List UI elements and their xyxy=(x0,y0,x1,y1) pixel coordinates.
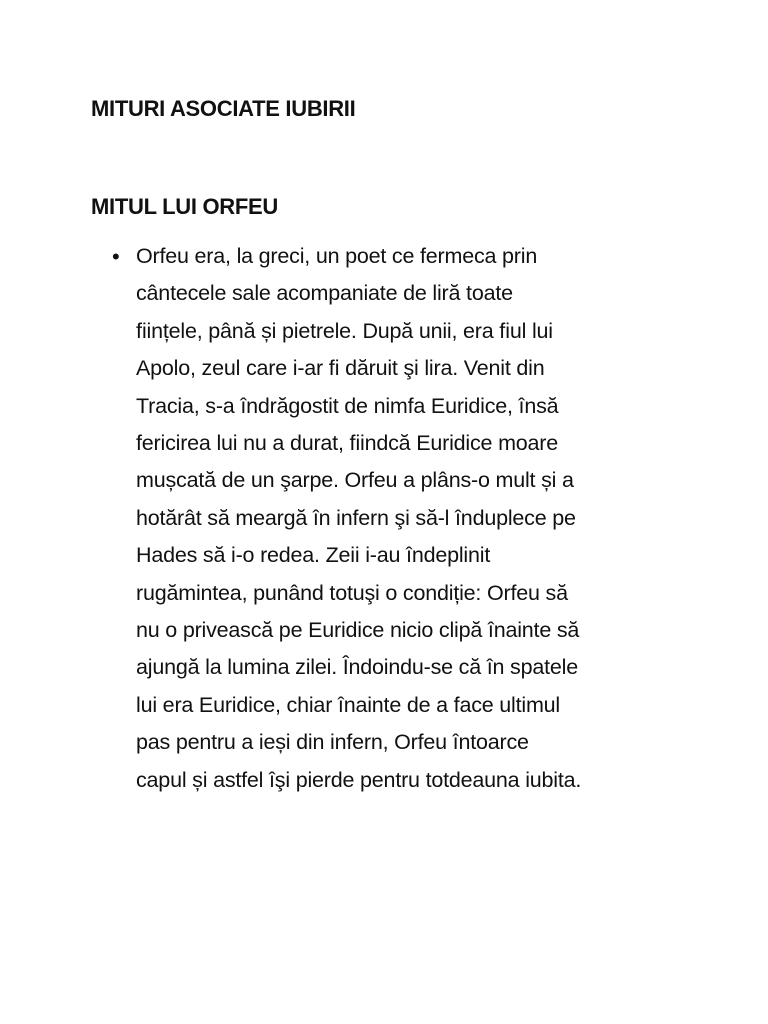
paragraph-line: ajungă la lumina zilei. Îndoindu-se că în spatele xyxy=(136,655,578,680)
paragraph-line: Tracia, s-a îndrăgostit de nimfa Euridice, însă xyxy=(136,393,559,418)
paragraph-line: cântecele sale acompaniate de liră toate xyxy=(136,281,513,306)
bullet-list xyxy=(112,238,712,799)
bullet-icon: • xyxy=(112,244,120,269)
paragraph-line: ﬁințele, până și pietrele. După unii, era ﬁul lui xyxy=(136,318,553,343)
paragraph-line: Apolo, zeul care i-ar ﬁ dăruit şi lira. Venit din xyxy=(136,356,545,381)
section-title: MITUL LUI ORFEU xyxy=(91,194,278,219)
paragraph-line: Orfeu era, la greci, un poet ce fermeca prin xyxy=(136,244,538,268)
paragraph xyxy=(136,238,712,799)
paragraph-line: lui era Euridice, chiar înainte de a face ultimul xyxy=(136,692,561,717)
paragraph-line: mușcată de un şarpe. Orfeu a plâns-o mult și a xyxy=(136,468,574,493)
paragraph-line: fericirea lui nu a durat, ﬁindcă Euridice moare xyxy=(136,431,559,456)
paragraph-line: capul și astfel îşi pierde pentru totdeauna iubita. xyxy=(136,767,582,792)
paragraph-line: pas pentru a ieși din infern, Orfeu întoarce xyxy=(136,730,529,755)
list-item xyxy=(112,238,712,799)
paragraph-line: rugămintea, punând totuşi o condiție: Orfeu să xyxy=(136,580,568,605)
document-title: MITURI ASOCIATE IUBIRII xyxy=(91,96,356,121)
paragraph-line: Hades să i-o redea. Zeii i-au îndeplinit xyxy=(136,543,491,568)
paragraph-line: hotărât să meargă în infern şi să-l înduplece pe xyxy=(136,505,576,530)
paragraph-line: nu o privească pe Euridice nicio clipă înainte să xyxy=(136,618,580,643)
